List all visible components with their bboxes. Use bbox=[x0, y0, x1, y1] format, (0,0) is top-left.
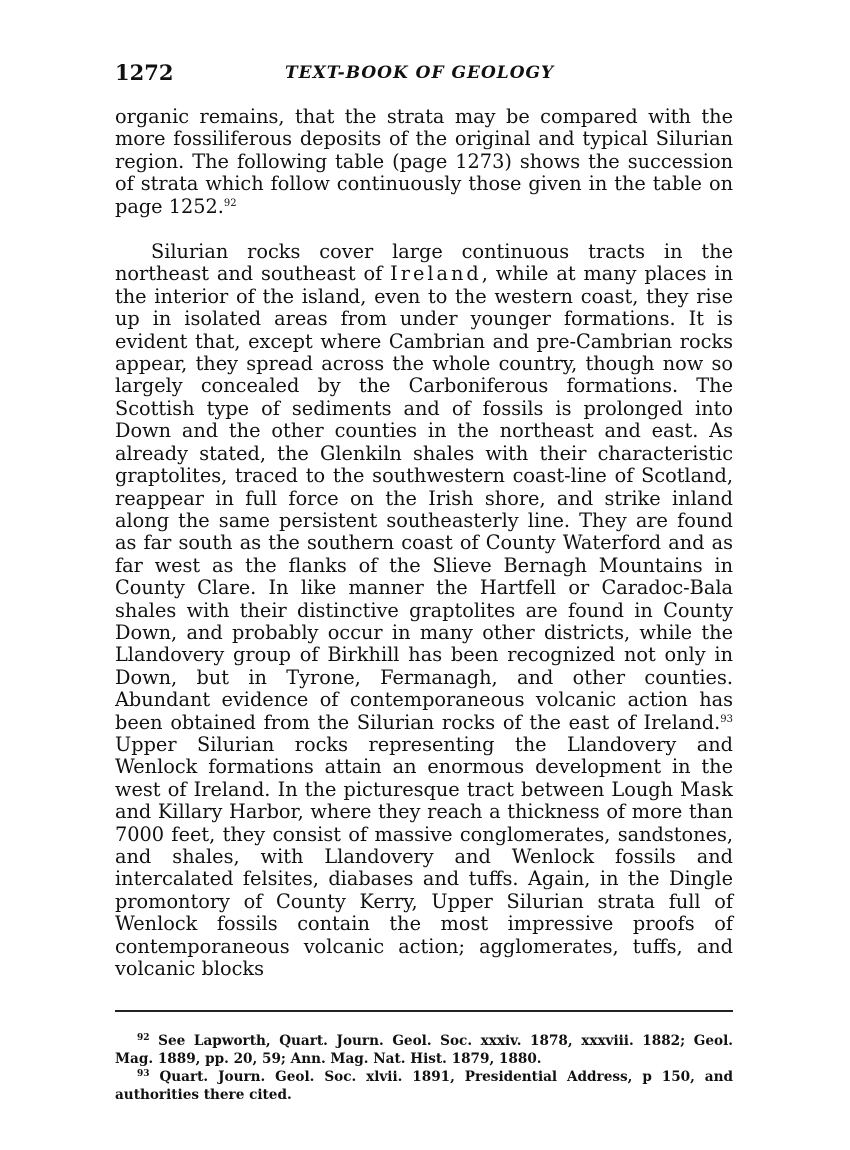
footnote-reference: 93 bbox=[720, 713, 733, 725]
footnotes bbox=[115, 1032, 733, 1104]
footnote bbox=[115, 1068, 733, 1104]
paragraph-text: Upper Silurian rocks representing the Llandovery and Wenlock formations attain an enormous development in the west of Ireland. In the picturesque tract between Lough Mask and Killary Harbor, where they reach a thickness of more than 7000 feet, they consist of massive conglomerates, sandstones, and shales, with Llandovery and Wenlock fossils and intercalated felsites, diabases and tuffs. Again, in the Dingle promontory of County Kerry, Upper Silurian strata full of Wenlock fossils contain the most impressive proofs of contemporaneous volcanic action; agglomerates, tuffs, and volcanic blocks bbox=[115, 732, 733, 981]
running-title: TEXT-BOOK OF GEOLOGY bbox=[285, 63, 555, 83]
running-head bbox=[115, 58, 733, 88]
footnote-mark: 93 bbox=[137, 1068, 150, 1079]
footnote bbox=[115, 1032, 733, 1068]
paragraph-text: organic remains, that the strata may be compared with the more fossiliferous deposits of the original and typical Silurian region. The following table (page 1273) shows the succession of strata which follow continuously those given in the table on page 1252. bbox=[115, 105, 733, 218]
paragraph-text: Silurian rocks cover large continuous tracts in the northeast and southeast of bbox=[115, 240, 733, 286]
footnote-text: See Lapworth, Quart. Journ. Geol. Soc. xxxiv. 1878, xxxviii. 1882; Geol. Mag. 1889, pp. 20, 59; Ann. Mag. Nat. Hist. 1879, 1880. bbox=[115, 1032, 733, 1067]
emphasized-word: Ireland bbox=[390, 262, 482, 286]
body-text bbox=[115, 106, 733, 980]
footnote-reference: 92 bbox=[223, 197, 237, 209]
paragraph bbox=[115, 106, 733, 218]
footnote-divider bbox=[115, 1010, 733, 1012]
book-page bbox=[115, 58, 733, 1104]
page-number: 1272 bbox=[115, 60, 174, 85]
footnote-mark: 92 bbox=[137, 1032, 150, 1043]
paragraph-text: , while at many places in the interior of the island, even to the western coast, they rise up in isolated areas from under younger formations. It is evident that, except where Cambrian and pre-Cambrian rocks appear, they spread across the whole country, though now so largely concealed by the Carboniferous formations. The Scottish type of sediments and of fossils is prolonged into Down and the other counties in the northeast and east. As already stated, the Glenkiln shales with their characteristic graptolites, traced to the southwestern coast-line of Scotland, reappear in full force on the Irish shore, and strike inland along the same persistent southeasterly line. They are found as far south as the southern coast of County Waterford and as far west as the flanks of the Slieve Bernagh Mountains in County Clare. In like manner the Hartfell or Caradoc-Bala shales with their distinctive graptolites are found in County Down, and probably occur in many other districts, while the Llandovery group of Birkhill has been recognized not only in Down, but in Tyrone, Fermanagh, and other counties. Abundant evidence of contemporaneous volcanic action has been obtained from the Silurian rocks of the east of Ireland. bbox=[115, 262, 733, 734]
footnote-text: Quart. Journ. Geol. Soc. xlvii. 1891, Presidential Address, p 150, and authorities there cited. bbox=[115, 1068, 733, 1103]
paragraph bbox=[115, 241, 733, 980]
